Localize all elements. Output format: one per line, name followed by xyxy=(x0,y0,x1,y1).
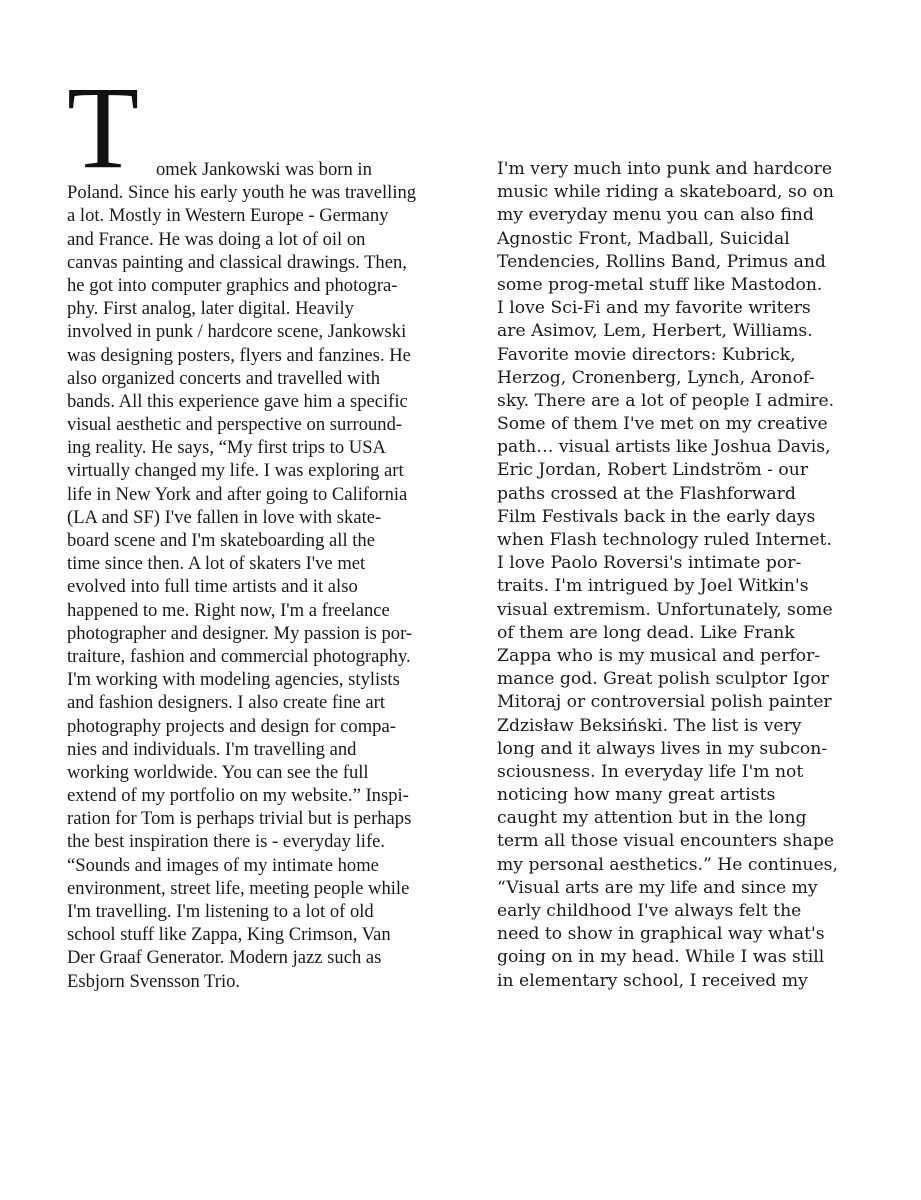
text-line: evolved into full time artists and it also xyxy=(67,576,358,598)
text-line: the best inspiration there is - everyday life. xyxy=(67,831,386,853)
text-line: virtually changed my life. I was exploring art xyxy=(67,460,404,482)
text-line: caught my attention but in the long xyxy=(497,808,807,829)
text-line: “Visual arts are my life and since my xyxy=(497,877,818,898)
text-line: when Flash technology ruled Internet. xyxy=(497,530,832,550)
text-line: going on in my head. While I was still xyxy=(497,947,825,968)
text-line: mance god. Great polish sculptor Igor xyxy=(497,669,829,690)
text-line: some prog-metal stuff like Mastodon. xyxy=(497,274,823,295)
right-text-column xyxy=(497,158,838,993)
text-line: Esbjorn Svensson Trio. xyxy=(67,970,241,992)
text-line: time since then. A lot of skaters I've met xyxy=(67,553,366,575)
left-text-column xyxy=(67,158,416,993)
text-line: a lot. Mostly in Western Europe - Germany xyxy=(67,205,389,227)
text-line: omek Jankowski was born in xyxy=(156,159,372,180)
text-line: I love Sci-Fi and my favorite writers xyxy=(497,298,811,319)
text-line: Film Festivals back in the early days xyxy=(497,506,816,527)
text-line: my personal aesthetics.” He continues, xyxy=(497,854,838,875)
text-line: involved in punk / hardcore scene, Jankowski xyxy=(67,321,407,343)
text-line: bands. All this experience gave him a specific xyxy=(67,390,408,412)
text-line: Poland. Since his early youth he was travelling xyxy=(67,182,417,204)
text-line: Der Graaf Generator. Modern jazz such as xyxy=(67,947,382,969)
text-line: ing reality. He says, “My first trips to USA xyxy=(67,437,386,459)
text-line: I'm working with modeling agencies, stylists xyxy=(67,669,400,691)
text-line: Agnostic Front, Madball, Suicidal xyxy=(497,228,790,249)
text-line: environment, street life, meeting people while xyxy=(67,877,410,899)
text-line: life in New York and after going to California xyxy=(67,483,408,505)
text-line: was designing posters, flyers and fanzines. He xyxy=(67,344,411,366)
text-line: Favorite movie directors: Kubrick, xyxy=(497,344,796,365)
text-line: and France. He was doing a lot of oil on xyxy=(67,228,366,250)
text-line: visual extremism. Unfortunately, some xyxy=(497,599,833,620)
text-line: phy. First analog, later digital. Heavily xyxy=(67,298,354,320)
text-line: sciousness. In everyday life I'm not xyxy=(497,761,804,782)
text-line: working worldwide. You can see the full xyxy=(67,761,369,783)
text-line: in elementary school, I received my xyxy=(497,970,808,991)
text-line: sky. There are a lot of people I admire. xyxy=(497,390,835,411)
text-line: canvas painting and classical drawings. Then, xyxy=(67,251,407,273)
text-line: Zappa who is my musical and perfor- xyxy=(497,645,821,666)
text-line: music while riding a skateboard, so on xyxy=(497,182,834,203)
text-line: (LA and SF) I've fallen in love with skate- xyxy=(67,506,382,528)
text-line: nies and individuals. I'm travelling and xyxy=(67,738,357,760)
text-line: noticing how many great artists xyxy=(497,785,776,806)
text-line: also organized concerts and travelled with xyxy=(67,367,381,389)
text-line: photographer and designer. My passion is por- xyxy=(67,622,413,644)
drop-cap: T xyxy=(67,62,140,193)
text-line: happened to me. Right now, I'm a freelance xyxy=(67,599,390,621)
text-line: of them are long dead. Like Frank xyxy=(497,622,795,643)
text-line: photography projects and design for compa- xyxy=(67,715,396,737)
text-line: early childhood I've always felt the xyxy=(497,901,802,921)
text-line: Tendencies, Rollins Band, Primus and xyxy=(497,251,826,272)
text-line: traits. I'm intrigued by Joel Witkin's xyxy=(497,576,809,597)
text-line: and fashion designers. I also create fine art xyxy=(67,692,386,714)
text-line: board scene and I'm skateboarding all the xyxy=(67,530,375,551)
text-line: ration for Tom is perhaps trivial but is perhaps xyxy=(67,808,412,830)
text-line: path… visual artists like Joshua Davis, xyxy=(497,437,831,458)
text-line: extend of my portfolio on my website.” Inspi- xyxy=(67,785,409,807)
text-line: Eric Jordan, Robert Lindström - our xyxy=(497,460,809,481)
text-line: I'm travelling. I'm listening to a lot of old xyxy=(67,901,374,922)
text-line: traiture, fashion and commercial photography. xyxy=(67,645,411,667)
text-line: Some of them I've met on my creative xyxy=(497,414,828,435)
text-line: paths crossed at the Flashforward xyxy=(497,483,796,504)
text-line: “Sounds and images of my intimate home xyxy=(67,854,379,876)
text-line: visual aesthetic and perspective on surround- xyxy=(67,414,403,436)
text-line: I'm very much into punk and hardcore xyxy=(497,159,833,179)
text-line: school stuff like Zappa, King Crimson, Van xyxy=(67,924,391,946)
text-line: are Asimov, Lem, Herbert, Williams. xyxy=(497,321,813,342)
text-line: he got into computer graphics and photogra- xyxy=(67,274,398,296)
text-line: I love Paolo Roversi's intimate por- xyxy=(497,553,802,574)
text-line: Mitoraj or controversial polish painter xyxy=(497,692,832,713)
text-line: need to show in graphical way what's xyxy=(497,924,825,945)
text-line: Herzog, Cronenberg, Lynch, Aronof- xyxy=(497,367,815,388)
text-line: Zdzisław Beksiński. The list is very xyxy=(497,715,802,736)
text-line: long and it always lives in my subcon- xyxy=(497,738,828,759)
text-line: term all those visual encounters shape xyxy=(497,831,835,852)
text-line: my everyday menu you can also find xyxy=(497,205,814,226)
